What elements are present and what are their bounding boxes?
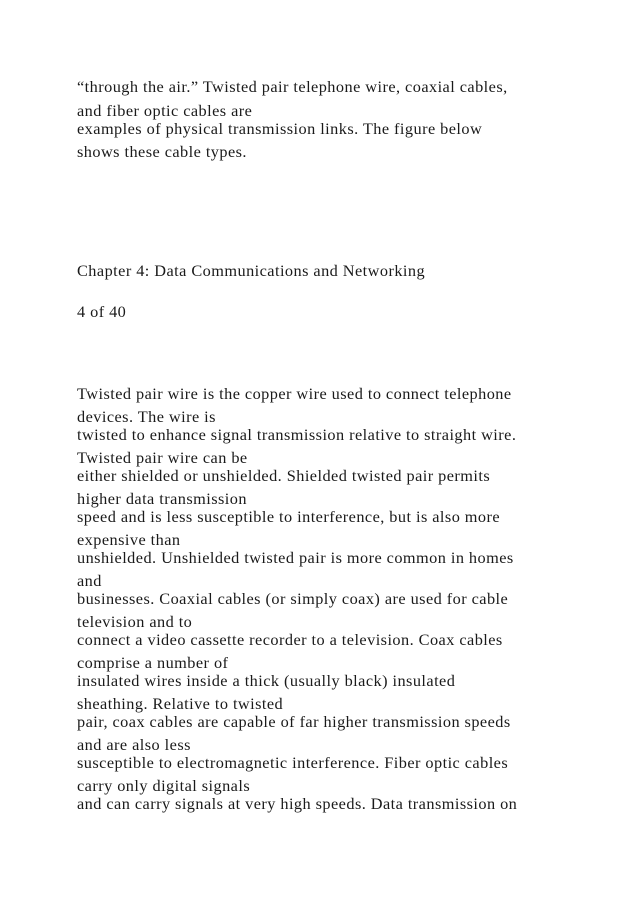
body-line: pair, coax cables are capable of far higher transmission speeds bbox=[77, 712, 511, 731]
body-line: insulated wires inside a thick (usually black) insulated bbox=[77, 671, 456, 690]
body-line: and are also less bbox=[77, 735, 191, 754]
chapter-header: Chapter 4: Data Communications and Networking bbox=[77, 261, 426, 280]
body-line: comprise a number of bbox=[77, 653, 229, 672]
page-number: 4 of 40 bbox=[77, 302, 127, 321]
body-line: susceptible to electromagnetic interference. Fiber optic cables bbox=[77, 753, 509, 772]
body-line: sheathing. Relative to twisted bbox=[77, 694, 284, 713]
body-line: television and to bbox=[77, 612, 193, 631]
intro-line: shows these cable types. bbox=[77, 142, 247, 161]
body-line: and bbox=[77, 571, 102, 590]
intro-line: examples of physical transmission links. The figure below bbox=[77, 119, 483, 138]
body-line: twisted to enhance signal transmission relative to straight wire. bbox=[77, 425, 517, 444]
body-line: and can carry signals at very high speeds. Data transmission on bbox=[77, 794, 518, 813]
body-line: either shielded or unshielded. Shielded twisted pair permits bbox=[77, 466, 491, 485]
body-line: speed and is less susceptible to interference, but is also more bbox=[77, 507, 501, 526]
body-line: businesses. Coaxial cables (or simply coax) are used for cable bbox=[77, 589, 509, 608]
body-line: Twisted pair wire is the copper wire used to connect telephone bbox=[77, 384, 512, 403]
intro-line: “through the air.” Twisted pair telephone wire, coaxial cables, bbox=[77, 77, 508, 96]
intro-line: and fiber optic cables are bbox=[77, 101, 253, 120]
body-line: expensive than bbox=[77, 530, 181, 549]
body-line: Twisted pair wire can be bbox=[77, 448, 248, 467]
body-line: unshielded. Unshielded twisted pair is more common in homes bbox=[77, 548, 514, 567]
body-line: connect a video cassette recorder to a television. Coax cables bbox=[77, 630, 503, 649]
body-line: devices. The wire is bbox=[77, 407, 216, 426]
body-line: carry only digital signals bbox=[77, 776, 251, 795]
body-line: higher data transmission bbox=[77, 489, 247, 508]
